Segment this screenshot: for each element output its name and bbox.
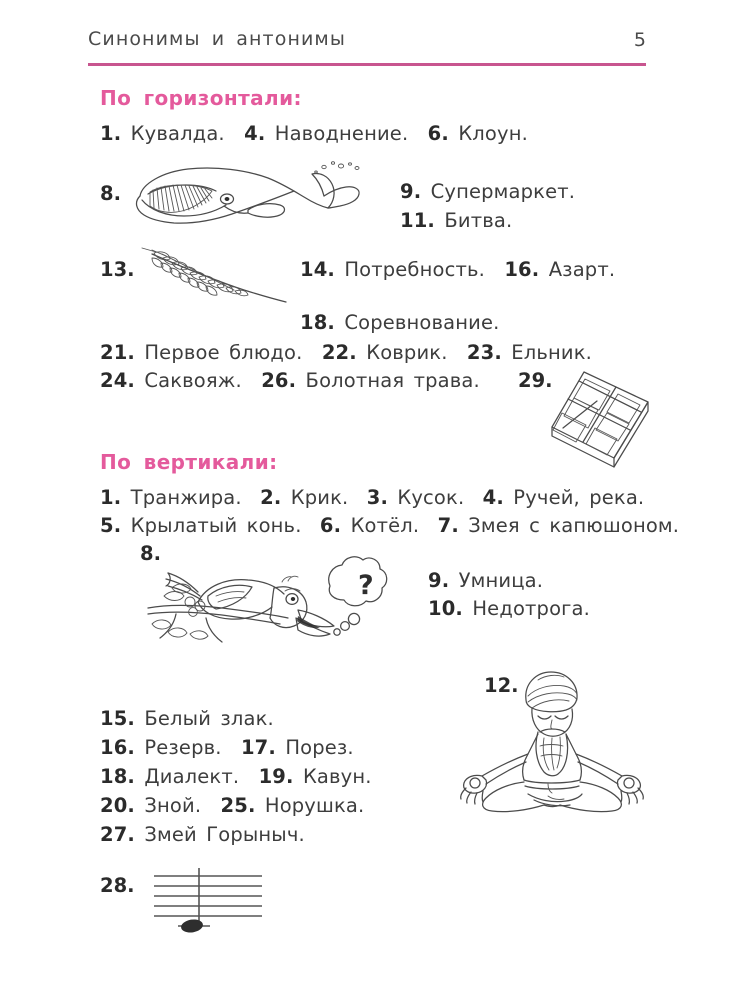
clue-number-down-5: 5.: [100, 514, 122, 537]
clue-text-down-15: Белый злак.: [144, 707, 274, 730]
clue-text-down-5: Крылатый конь.: [130, 514, 302, 537]
clue-number-down-15: 15.: [100, 707, 135, 730]
clue-number-across-4: 4.: [244, 122, 266, 145]
clue-number-down-20: 20.: [100, 794, 135, 817]
clue-number-across-29: 29.: [518, 369, 553, 392]
clue-number-down-1: 1.: [100, 486, 122, 509]
clue-number-across-13: 13.: [100, 258, 135, 281]
across-clue-row-11: [400, 209, 512, 232]
clue-text-across-11: Битва.: [444, 209, 513, 232]
clue-number-down-8: 8.: [140, 542, 161, 565]
across-clue-row-14: [300, 258, 615, 281]
clue-text-across-21: Первое блюдо.: [144, 341, 303, 364]
across-clue-row-21: [100, 341, 592, 364]
clue-text-across-1: Кувалда.: [130, 122, 225, 145]
whale-illustration: [128, 158, 363, 238]
clue-number-down-4: 4.: [482, 486, 504, 509]
down-clue-row-20: [100, 794, 364, 817]
clue-text-across-26: Болотная трава.: [305, 369, 480, 392]
clue-text-down-6: Котёл.: [350, 514, 420, 537]
across-clue-row-18: [300, 311, 499, 334]
clue-number-down-18: 18.: [100, 765, 135, 788]
clue-number-down-7: 7.: [437, 514, 459, 537]
down-section-heading: По вертикали:: [100, 450, 278, 474]
down-clue-row-18: [100, 765, 372, 788]
clue-number-down-17: 17.: [240, 736, 276, 759]
clue-number-across-6: 6.: [427, 122, 449, 145]
down-clue-row-1: [100, 486, 644, 509]
clue-number-down-3: 3.: [366, 486, 389, 509]
clue-number-across-26: 26.: [261, 369, 297, 392]
clue-number-across-9: 9.: [400, 180, 422, 203]
clue-text-across-9: Супермаркет.: [430, 180, 576, 203]
clue-number-down-2: 2.: [260, 486, 282, 509]
clue-number-across-1: 1.: [100, 122, 122, 145]
clue-number-down-25: 25.: [220, 794, 256, 817]
clue-number-across-11: 11.: [400, 209, 435, 232]
clue-number-down-9: 9.: [428, 569, 450, 592]
down-clue-row-27: [100, 823, 305, 846]
clue-text-across-6: Клоун.: [458, 122, 528, 145]
across-section-heading: По горизонтали:: [100, 86, 302, 110]
yogi-lotus-illustration: [452, 666, 642, 816]
clue-text-down-3: Кусок.: [397, 486, 465, 509]
wheat-ear-illustration: [136, 248, 296, 306]
clue-number-across-23: 23.: [466, 341, 502, 364]
clue-text-down-9: Умница.: [458, 569, 544, 592]
clue-number-down-19: 19.: [258, 765, 294, 788]
clue-text-across-14: Потребность.: [344, 258, 485, 281]
page-number: 5: [633, 29, 646, 51]
clue-text-across-23: Ельник.: [511, 341, 593, 364]
clue-number-across-24: 24.: [100, 369, 135, 392]
clue-text-down-27: Змей Горыныч.: [144, 823, 305, 846]
header-divider-rule: [88, 63, 646, 66]
across-clue-row-24: [100, 369, 480, 392]
page-title: Синонимы и антонимы: [88, 28, 346, 50]
across-clue-row-9: [400, 180, 575, 203]
clue-text-down-25: Норушка.: [264, 794, 365, 817]
clue-number-down-10: 10.: [428, 597, 463, 620]
clue-number-down-12: 12.: [484, 674, 519, 697]
page-header: [88, 28, 646, 68]
clue-text-across-4: Наводнение.: [274, 122, 409, 145]
clue-number-down-28: 28.: [100, 874, 135, 897]
thought-bubble-question-mark: ?: [358, 570, 374, 601]
clue-text-down-4: Ручей, река.: [513, 486, 645, 509]
clue-text-across-24: Саквояж.: [144, 369, 242, 392]
clue-text-down-2: Крик.: [290, 486, 349, 509]
clue-number-down-16: 16.: [100, 736, 135, 759]
clue-number-across-18: 18.: [300, 311, 335, 334]
clue-text-down-7: Змея с капюшоном.: [468, 514, 680, 537]
clue-number-across-16: 16.: [504, 258, 540, 281]
clue-text-across-18: Соревнование.: [344, 311, 500, 334]
music-note-staff-illustration: [152, 868, 272, 938]
clue-text-down-1: Транжира.: [130, 486, 242, 509]
chocolate-bar-illustration: [548, 366, 658, 471]
crow-thinking-illustration: [146, 552, 396, 650]
clue-number-across-14: 14.: [300, 258, 335, 281]
down-clue-row-5: [100, 514, 679, 537]
across-clue-row-1: [100, 122, 528, 145]
clue-text-across-16: Азарт.: [548, 258, 616, 281]
clue-number-across-21: 21.: [100, 341, 135, 364]
clue-text-down-18: Диалект.: [144, 765, 240, 788]
down-clue-row-10: [428, 597, 590, 620]
clue-number-down-6: 6.: [319, 514, 342, 537]
down-clue-row-9: [428, 569, 543, 592]
down-clue-row-15: [100, 707, 274, 730]
down-clue-row-16: [100, 736, 354, 759]
clue-text-down-16: Резерв.: [144, 736, 222, 759]
clue-text-down-10: Недотрога.: [472, 597, 590, 620]
clue-number-down-27: 27.: [100, 823, 135, 846]
clue-text-across-22: Коврик.: [366, 341, 448, 364]
clue-number-across-22: 22.: [321, 341, 357, 364]
clue-text-down-20: Зной.: [144, 794, 202, 817]
clue-number-across-8: 8.: [100, 182, 121, 205]
clue-text-down-17: Порез.: [285, 736, 354, 759]
clue-text-down-19: Кавун.: [302, 765, 372, 788]
